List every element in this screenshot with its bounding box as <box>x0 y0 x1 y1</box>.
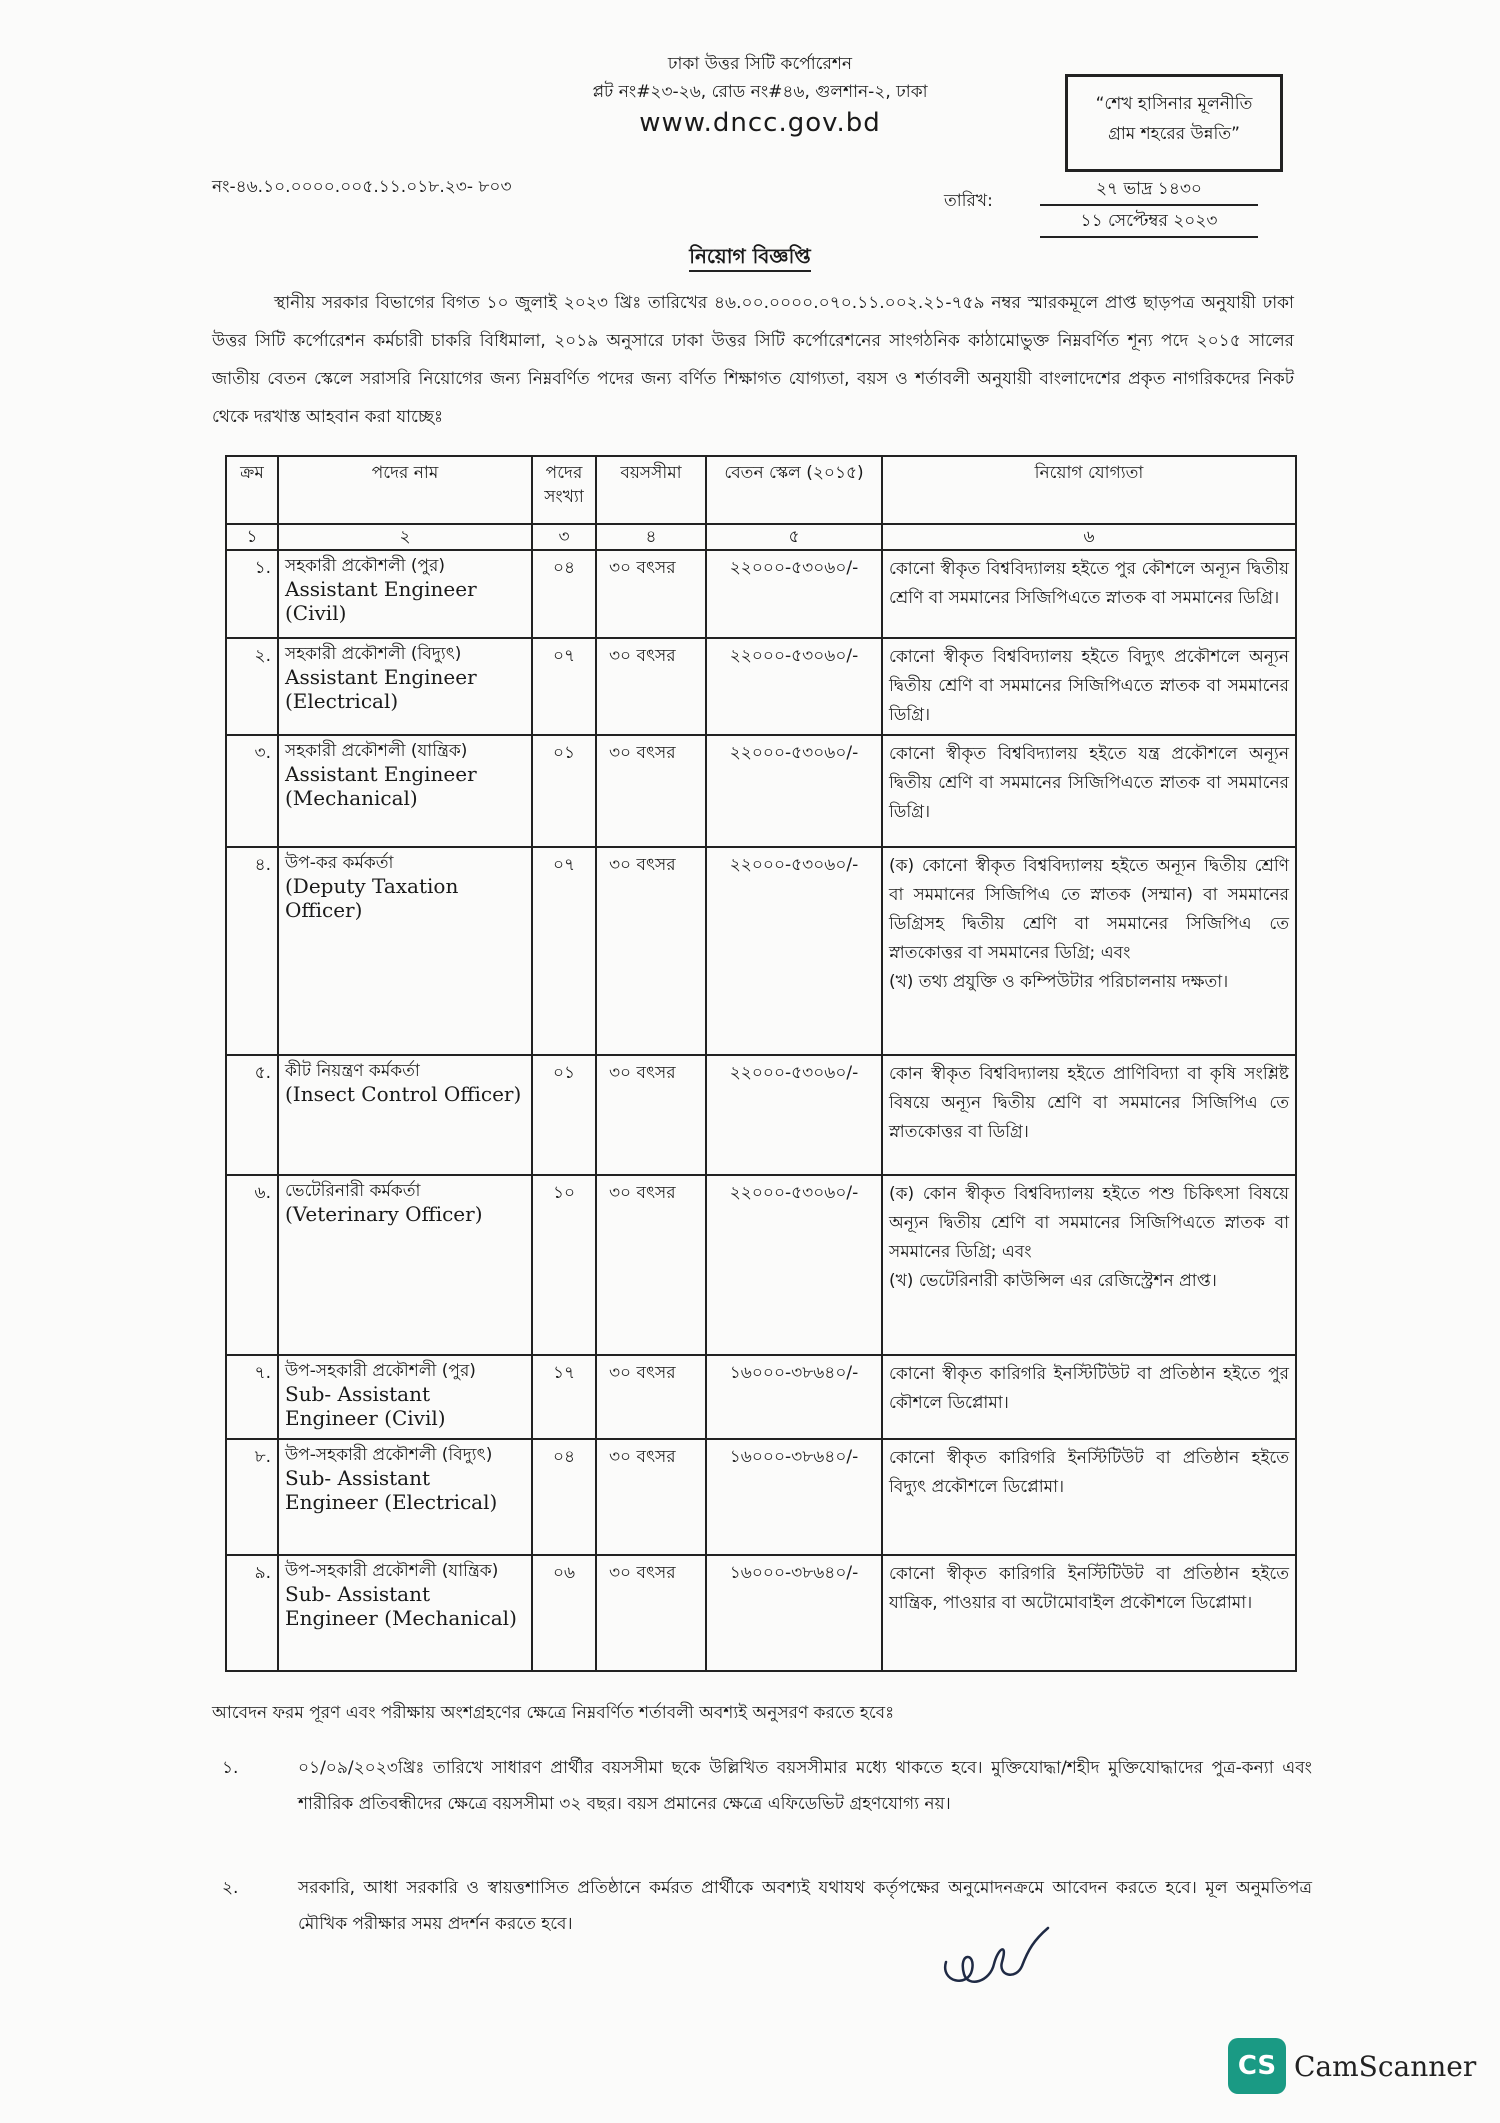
motto-line-2: গ্রাম শহরের উন্নতি” <box>1108 124 1240 144</box>
condition-item <box>212 1750 1312 1822</box>
row-qualification <box>882 847 1296 1055</box>
post-name-bangla: সহকারী প্রকৌশলী (যান্ত্রিক) <box>285 741 468 761</box>
row-pay: ২২০০০-৫৩০৬০/- <box>706 1055 882 1175</box>
row-count: ০৬ <box>532 1555 596 1671</box>
row-post <box>278 1175 532 1355</box>
col-number: ৩ <box>532 524 596 550</box>
post-name-bangla: ভেটেরিনারী কর্মকর্তা <box>285 1181 421 1201</box>
row-pay: ২২০০০-৫৩০৬০/- <box>706 847 882 1055</box>
row-serial: ১. <box>226 550 278 638</box>
row-post <box>278 1555 532 1671</box>
camscanner-watermark <box>1228 2038 1476 2094</box>
col-number: ৬ <box>882 524 1296 550</box>
row-age: ৩০ বৎসর <box>596 1439 706 1555</box>
camscanner-logo-icon: CS <box>1228 2038 1286 2094</box>
post-name-english: (Veterinary Officer) <box>285 1202 483 1226</box>
row-serial: ৩. <box>226 735 278 847</box>
row-post <box>278 735 532 847</box>
row-age: ৩০ বৎসর <box>596 847 706 1055</box>
condition-number: ১. <box>222 1758 239 1778</box>
vacancy-table <box>225 455 1297 1672</box>
post-name-english: Sub- Assistant Engineer (Electrical) <box>285 1466 498 1514</box>
row-count: ০১ <box>532 1055 596 1175</box>
row-post <box>278 847 532 1055</box>
post-name-bangla: সহকারী প্রকৌশলী (বিদ্যুৎ) <box>285 644 462 664</box>
post-name-bangla: সহকারী প্রকৌশলী (পুর) <box>285 556 446 576</box>
row-pay: ২২০০০-৫৩০৬০/- <box>706 638 882 735</box>
row-age: ৩০ বৎসর <box>596 638 706 735</box>
row-pay: ২২০০০-৫৩০৬০/- <box>706 735 882 847</box>
date-label: তারিখ: <box>944 191 993 211</box>
motto-line-1: “শেখ হাসিনার মূলনীতি <box>1095 94 1253 114</box>
row-post <box>278 1355 532 1439</box>
header-qualification: নিয়োগ যোগ্যতা <box>882 456 1296 524</box>
table-row <box>226 1355 1296 1439</box>
row-count: ১৭ <box>532 1355 596 1439</box>
date-english: ১১ সেপ্টেম্বর ২০২৩ <box>1040 206 1258 238</box>
row-pay: ২২০০০-৫৩০৬০/- <box>706 1175 882 1355</box>
table-row <box>226 1439 1296 1555</box>
row-pay: ১৬০০০-৩৮৬৪০/- <box>706 1439 882 1555</box>
row-post <box>278 1439 532 1555</box>
post-name-english: Assistant Engineer (Electrical) <box>285 665 477 713</box>
post-name-bangla: কীট নিয়ন্ত্রণ কর্মকর্তা <box>285 1061 420 1081</box>
notice-title-wrap <box>0 242 1500 275</box>
date-bangla: ২৭ ভাদ্র ১৪৩০ <box>1040 176 1258 206</box>
condition-number: ২. <box>222 1878 239 1898</box>
qualification-part-b: (খ) তথ্য প্রযুক্তি ও কম্পিউটার পরিচালনায় দক্ষতা। <box>889 972 1229 992</box>
row-qualification: কোনো স্বীকৃত কারিগরি ইনস্টিটিউট বা প্রতিষ্ঠান হইতে পুর কৌশলে ডিপ্লোমা। <box>882 1355 1296 1439</box>
conditions-intro: আবেদন ফরম পূরণ এবং পরীক্ষায় অংশগ্রহণের ক্ষেত্রে নিম্নবর্ণিত শর্তাবলী অবশ্যই অনুসরণ করতে হবেঃ <box>212 1703 895 1723</box>
row-count: ০১ <box>532 735 596 847</box>
post-name-english: (Deputy Taxation Officer) <box>285 874 459 922</box>
row-serial: ৯. <box>226 1555 278 1671</box>
row-post <box>278 638 532 735</box>
notice-title: নিয়োগ বিজ্ঞপ্তি <box>689 244 811 272</box>
row-serial: ৬. <box>226 1175 278 1355</box>
row-serial: ৫. <box>226 1055 278 1175</box>
row-count: ০৪ <box>532 1439 596 1555</box>
row-pay: ১৬০০০-৩৮৬৪০/- <box>706 1355 882 1439</box>
table-row <box>226 1175 1296 1355</box>
row-serial: ২. <box>226 638 278 735</box>
col-number: ৫ <box>706 524 882 550</box>
column-number-row <box>226 524 1296 550</box>
row-post <box>278 550 532 638</box>
post-name-english: Assistant Engineer (Civil) <box>285 577 477 625</box>
row-age: ৩০ বৎসর <box>596 735 706 847</box>
row-serial: ৪. <box>226 847 278 1055</box>
col-number: ১ <box>226 524 278 550</box>
row-pay: ২২০০০-৫৩০৬০/- <box>706 550 882 638</box>
row-age: ৩০ বৎসর <box>596 1175 706 1355</box>
header-serial: ক্রম <box>226 456 278 524</box>
row-post <box>278 1055 532 1175</box>
header-age-limit: বয়সসীমা <box>596 456 706 524</box>
row-count: ০৭ <box>532 638 596 735</box>
memo-number: নং-৪৬.১০.০০০০.০০৫.১১.০১৮.২৩- ৮০৩ <box>212 177 512 197</box>
condition-text: সরকারি, আধা সরকারি ও স্বায়ত্তশাসিত প্রতিষ্ঠানে কর্মরত প্রার্থীকে অবশ্যই যথাযথ কর্তৃপক্ষের অনুমোদনক্রমে আবেদন করতে হবে। মূল অনুমতিপত্র মৌখিক পরীক্ষার সময় প্রদর্শন করতে হবে। <box>298 1878 1312 1934</box>
row-age: ৩০ বৎসর <box>596 1355 706 1439</box>
org-website: www.dncc.gov.bd <box>639 108 881 138</box>
table-row <box>226 847 1296 1055</box>
row-age: ৩০ বৎসর <box>596 1555 706 1671</box>
col-number: ৪ <box>596 524 706 550</box>
header-post-name: পদের নাম <box>278 456 532 524</box>
row-serial: ৭. <box>226 1355 278 1439</box>
row-count: ০৪ <box>532 550 596 638</box>
table-row <box>226 550 1296 638</box>
post-name-bangla: উপ-কর কর্মকর্তা <box>285 853 394 873</box>
col-number: ২ <box>278 524 532 550</box>
org-name: ঢাকা উত্তর সিটি কর্পোরেশন <box>667 54 853 74</box>
row-qualification <box>882 1175 1296 1355</box>
signature-mark <box>938 1922 1058 1992</box>
row-age: ৩০ বৎসর <box>596 1055 706 1175</box>
post-name-english: Assistant Engineer (Mechanical) <box>285 762 477 810</box>
post-name-bangla: উপ-সহকারী প্রকৌশলী (পুর) <box>285 1361 476 1381</box>
date-block <box>1040 176 1258 238</box>
row-qualification: কোনো স্বীকৃত কারিগরি ইনস্টিটিউট বা প্রতিষ্ঠান হইতে বিদ্যুৎ প্রকৌশলে ডিপ্লোমা। <box>882 1439 1296 1555</box>
row-qualification: কোন স্বীকৃত বিশ্ববিদ্যালয় হইতে প্রাণিবিদ্যা বা কৃষি সংশ্লিষ্ট বিষয়ে অন্যূন দ্বিতীয় শ্রেণি বা সমমানের সিজিপিএ তে স্নাতকোত্তর বা ডিগ্রি। <box>882 1055 1296 1175</box>
row-pay: ১৬০০০-৩৮৬৪০/- <box>706 1555 882 1671</box>
row-qualification: কোনো স্বীকৃত বিশ্ববিদ্যালয় হইতে পুর কৌশলে অন্যূন দ্বিতীয় শ্রেণি বা সমমানের সিজিপিএতে স্নাতক বা সমমানের ডিগ্রি। <box>882 550 1296 638</box>
post-name-bangla: উপ-সহকারী প্রকৌশলী (বিদ্যুৎ) <box>285 1445 493 1465</box>
header-post-count: পদের সংখ্যা <box>532 456 596 524</box>
row-qualification: কোনো স্বীকৃত বিশ্ববিদ্যালয় হইতে যন্ত্র প্রকৌশলে অন্যূন দ্বিতীয় শ্রেণি বা সমমানের সিজিপিএতে স্নাতক বা সমমানের ডিগ্রি। <box>882 735 1296 847</box>
table-row <box>226 1555 1296 1671</box>
intro-paragraph: স্থানীয় সরকার বিভাগের বিগত ১০ জুলাই ২০২৩ খ্রিঃ তারিখের ৪৬.০০.০০০০.০৭০.১১.০০২.২১-৭৫৯ নম্বর স্মারকমূলে প্রাপ্ত ছাড়পত্র অনুযায়ী ঢাকা উত্তর সিটি কর্পোরেশন কর্মচারী চাকরি বিধিমালা, ২০১৯ অনুসারে ঢাকা উত্তর সিটি কর্পোরেশনের সাংগঠনিক কাঠামোভুক্ত নিম্নবর্ণিত শূন্য পদে ২০১৫ সালের জাতীয় বেতন স্কেলে সরাসরি নিয়োগের জন্য নিম্নবর্ণিত পদের জন্য বর্ণিত শিক্ষাগত যোগ্যতা, বয়স ও শর্তাবলী অনুযায়ী বাংলাদেশের প্রকৃত নাগরিকদের নিকট থেকে দরখাস্ত আহবান করা যাচ্ছেঃ <box>212 293 1294 427</box>
post-name-english: Sub- Assistant Engineer (Civil) <box>285 1382 446 1430</box>
condition-item <box>212 1870 1312 1942</box>
table-row <box>226 1055 1296 1175</box>
letterhead <box>420 50 1100 140</box>
motto-box <box>1065 74 1283 172</box>
post-name-english: Sub- Assistant Engineer (Mechanical) <box>285 1582 517 1630</box>
row-age: ৩০ বৎসর <box>596 550 706 638</box>
row-serial: ৮. <box>226 1439 278 1555</box>
camscanner-name: CamScanner <box>1294 2049 1477 2083</box>
row-count: ০৭ <box>532 847 596 1055</box>
condition-text: ০১/০৯/২০২৩খ্রিঃ তারিখে সাধারণ প্রার্থীর বয়সসীমা ছকে উল্লিখিত বয়সসীমার মধ্যে থাকতে হবে। মুক্তিযোদ্ধা/শহীদ মুক্তিযোদ্ধাদের পুত্র-কন্যা এবং শারীরিক প্রতিবন্ধীদের ক্ষেত্রে বয়সসীমা ৩২ বছর। বয়স প্রমানের ক্ষেত্রে এফিডেভিট গ্রহণযোগ্য নয়। <box>298 1758 1312 1814</box>
qualification-part-a: (ক) কোনো স্বীকৃত বিশ্ববিদ্যালয় হইতে অন্যূন দ্বিতীয় শ্রেণি বা সমমানের সিজিপিএ তে স্নাতক (সম্মান) বা সমমানের ডিগ্রিসহ দ্বিতীয় শ্রেণি বা সমমানের সিজিপিএ তে স্নাতকোত্তর বা সমমানের ডিগ্রি; এবং <box>889 856 1289 963</box>
row-qualification: কোনো স্বীকৃত কারিগরি ইনস্টিটিউট বা প্রতিষ্ঠান হইতে যান্ত্রিক, পাওয়ার বা অটোমোবাইল প্রকৌশলে ডিপ্লোমা। <box>882 1555 1296 1671</box>
table-header-row <box>226 456 1296 524</box>
qualification-part-b: (খ) ভেটেরিনারী কাউন্সিল এর রেজিস্ট্রেশন প্রাপ্ত। <box>889 1271 1217 1291</box>
org-address: প্লট নং#২৩-২৬, রোড নং#৪৬, গুলশান-২, ঢাকা <box>592 82 928 102</box>
table-row <box>226 638 1296 735</box>
post-name-english: (Insect Control Officer) <box>285 1082 522 1106</box>
row-count: ১০ <box>532 1175 596 1355</box>
post-name-bangla: উপ-সহকারী প্রকৌশলী (যান্ত্রিক) <box>285 1561 499 1581</box>
header-pay-scale: বেতন স্কেল (২০১৫) <box>706 456 882 524</box>
table-row <box>226 735 1296 847</box>
row-qualification: কোনো স্বীকৃত বিশ্ববিদ্যালয় হইতে বিদ্যুৎ প্রকৌশলে অন্যূন দ্বিতীয় শ্রেণি বা সমমানের সিজিপিএতে স্নাতক বা সমমানের ডিগ্রি। <box>882 638 1296 735</box>
qualification-part-a: (ক) কোন স্বীকৃত বিশ্ববিদ্যালয় হইতে পশু চিকিৎসা বিষয়ে অন্যূন দ্বিতীয় শ্রেণি বা সমমানের সিজিপিএতে স্নাতক বা সমমানের ডিগ্রি; এবং <box>889 1184 1289 1262</box>
